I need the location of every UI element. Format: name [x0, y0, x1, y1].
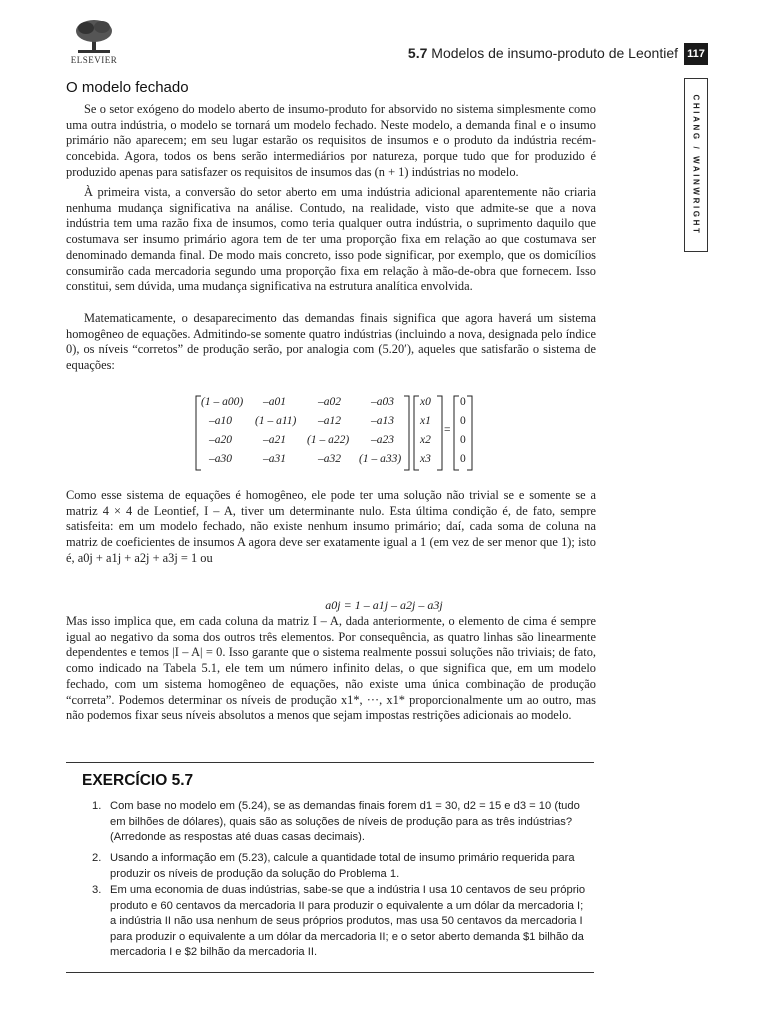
paragraph-3: [66, 311, 596, 374]
section-title: O modelo fechado: [66, 79, 189, 96]
matrix-cell: –a30: [209, 453, 232, 465]
paragraph-5: [66, 614, 596, 724]
matrix-cell: –a01: [263, 396, 286, 408]
page-number: 117: [684, 43, 708, 65]
paragraph-4: [66, 488, 596, 567]
running-head: [408, 45, 678, 61]
section-running-title: Modelos de insumo-produto de Leontief: [431, 45, 678, 61]
publisher-logo: [64, 18, 124, 65]
rhs-cell: 0: [460, 453, 466, 465]
exercise-item: [92, 883, 587, 961]
paragraph-2-text: À primeira vista, a conversão do setor aberto em uma indústria adicional aparentemente não criaria nenhuma mudança significativa na análise. Contudo, na realidade, visto que admite-se que a nova indústria tem uma razão fixa de insumos, como teria qualquer outra indústria, o suprimento daquilo que costumava ser insumo primário agora tem de ter uma proporção fixa em relação ao que costumava ser denominado demanda final. De modo mais concreto, isso pode significar, por exemplo, que os domicílios consumirão cada mercadoria segundo uma proporção fixa em relação à mão-de-obra que fornecem. Isso constitui, sem dúvida, uma mudança significativa na estrutura analítica envolvida.: [66, 185, 596, 294]
exercise-item-text: Com base no modelo em (5.24), se as demandas finais forem d1 = 30, d2 = 15 e d3 = 10 (tudo em bilhões de dólares), quais são as soluções de níveis de produção para as três indústrias? (Arredonde as respostas até duas casas decimais).: [110, 800, 580, 844]
matrix-cell: –a20: [209, 434, 232, 446]
exercise-item-text: Em uma economia de duas indústrias, sabe-se que a indústria I usa 10 centavos de seu próprio produto e 60 centavos da mercadoria II para produzir o equivalente a um dólar da mercadoria I; a indústria II não usa nenhum de seus próprios produtos, mas usa 50 centavos da mercadoria I para produzir o equivalente a um dólar da mercadoria II; e o setor aberto demanda $1 bilhão da mercadoria I e $2 bilhão da mercadoria II.: [110, 884, 586, 959]
exercise-item-number: 3.: [92, 884, 102, 896]
matrix-cell: –a10: [209, 415, 232, 427]
matrix-cell: –a12: [318, 415, 341, 427]
x-vector-cell: x0: [420, 396, 431, 408]
section-number: 5.7: [407, 45, 428, 61]
paragraph-5-text: Mas isso implica que, em cada coluna da matriz I – A, dada anteriormente, o elemento de cima é sempre igual ao negativo da soma dos outros três elementos. Por consequência, as quatro linhas são linearmente dependentes e temos |I – A| = 0. Isso garante que o sistema realmente possui soluções não triviais; de fato, como indicado na Tabela 5.1, ele tem um número infinito delas, o que significa que, em um modelo fechado, com um sistema homogêneo de equações, não existe uma única combinação de produção “correta”. Podemos determinar os níveis de produção x1*, ···, x1* proporcionalmente um ao outro, mas não podemos fixar seus níveis absolutos a menos que sejam impostas restrições adicionais ao modelo.: [66, 614, 596, 723]
exercise-item-number: 2.: [92, 852, 102, 864]
rhs-cell: 0: [460, 434, 466, 446]
matrix-cell: (1 – a33): [359, 453, 402, 465]
matrix-cell: (1 – a22): [307, 434, 350, 446]
matrix-cell: (1 – a00): [201, 396, 244, 408]
paragraph-4-text: Como esse sistema de equações é homogêneo, ele pode ter uma solução não trivial se e somente se a matriz 4 × 4 de Leontief, I – A, tiver um determinante nulo. Esta última condição é, de fato, sempre satisfeita: em um modelo fechado, não existe nenhum insumo primário; daí, cada soma de coluna na matriz de coeficientes de insumos A agora deve ser exatamente igual a 1 (em vez de ser menor que 1); isto é, a0j + a1j + a2j + a3j = 1 ou: [66, 488, 596, 565]
matrix-cell: –a32: [318, 453, 341, 465]
matrix-cell: –a13: [371, 415, 394, 427]
rhs-cell: 0: [460, 396, 466, 408]
exercise-bottom-rule: [66, 972, 594, 973]
rhs-cell: 0: [460, 415, 466, 427]
exercise-top-rule: [66, 762, 594, 763]
paragraph-2: [66, 185, 596, 295]
side-tab: [684, 78, 708, 252]
matrix-cell: –a21: [263, 434, 286, 446]
tree-logo-icon: [72, 18, 116, 54]
exercise-item: [92, 799, 587, 846]
equals-sign: =: [444, 424, 451, 436]
publisher-name: ELSEVIER: [70, 55, 118, 65]
x-vector-cell: x2: [420, 434, 431, 446]
column-sum-equation: a0j = 1 – a1j – a2j – a3j: [325, 598, 443, 612]
x-vector-cell: x3: [420, 453, 431, 465]
matrix-cell: –a02: [318, 396, 341, 408]
side-tab-label: CHIANG / WAINWRIGHT: [691, 94, 701, 236]
exercise-item: [92, 851, 587, 882]
matrix-cell: –a03: [371, 396, 394, 408]
matrix-cell: –a31: [263, 453, 286, 465]
matrix-cell: (1 – a11): [255, 415, 297, 427]
matrix-cell: –a23: [371, 434, 394, 446]
exercise-item-text: Usando a informação em (5.23), calcule a quantidade total de insumo primário requerida para produzir os níveis de produção da solução do Problema 1.: [110, 852, 575, 880]
paragraph-3-text: Matematicamente, o desaparecimento das demandas finais significa que agora haverá um sistema homogêneo de equações. Admitindo-se somente quatro indústrias (incluindo a nova, designada pelo índice 0), os níveis “corretos” de produção serão, por analogia com (5.20′), aqueles que satisfarão o sistema de equações:: [66, 311, 596, 373]
x-vector-cell: x1: [420, 415, 431, 427]
exercise-item-number: 1.: [92, 800, 102, 812]
paragraph-1-text: Se o setor exógeno do modelo aberto de insumo-produto for absorvido no sistema simplesmente como uma outra indústria, o modelo se tornará um modelo fechado. Neste modelo, a demanda final e o insumo primário não aparecem; em seu lugar estarão os requisitos de insumos e o produto da indústria recém-concebida. Agora, todos os bens serão intermediários por natureza, porque tudo que for produzido é produzido apenas para satisfazer os requisitos de insumos das (n + 1) indústrias no modelo.: [66, 102, 596, 179]
matrix-equation: [195, 394, 575, 474]
paragraph-1: [66, 102, 596, 181]
exercise-title: EXERCÍCIO 5.7: [82, 772, 194, 789]
